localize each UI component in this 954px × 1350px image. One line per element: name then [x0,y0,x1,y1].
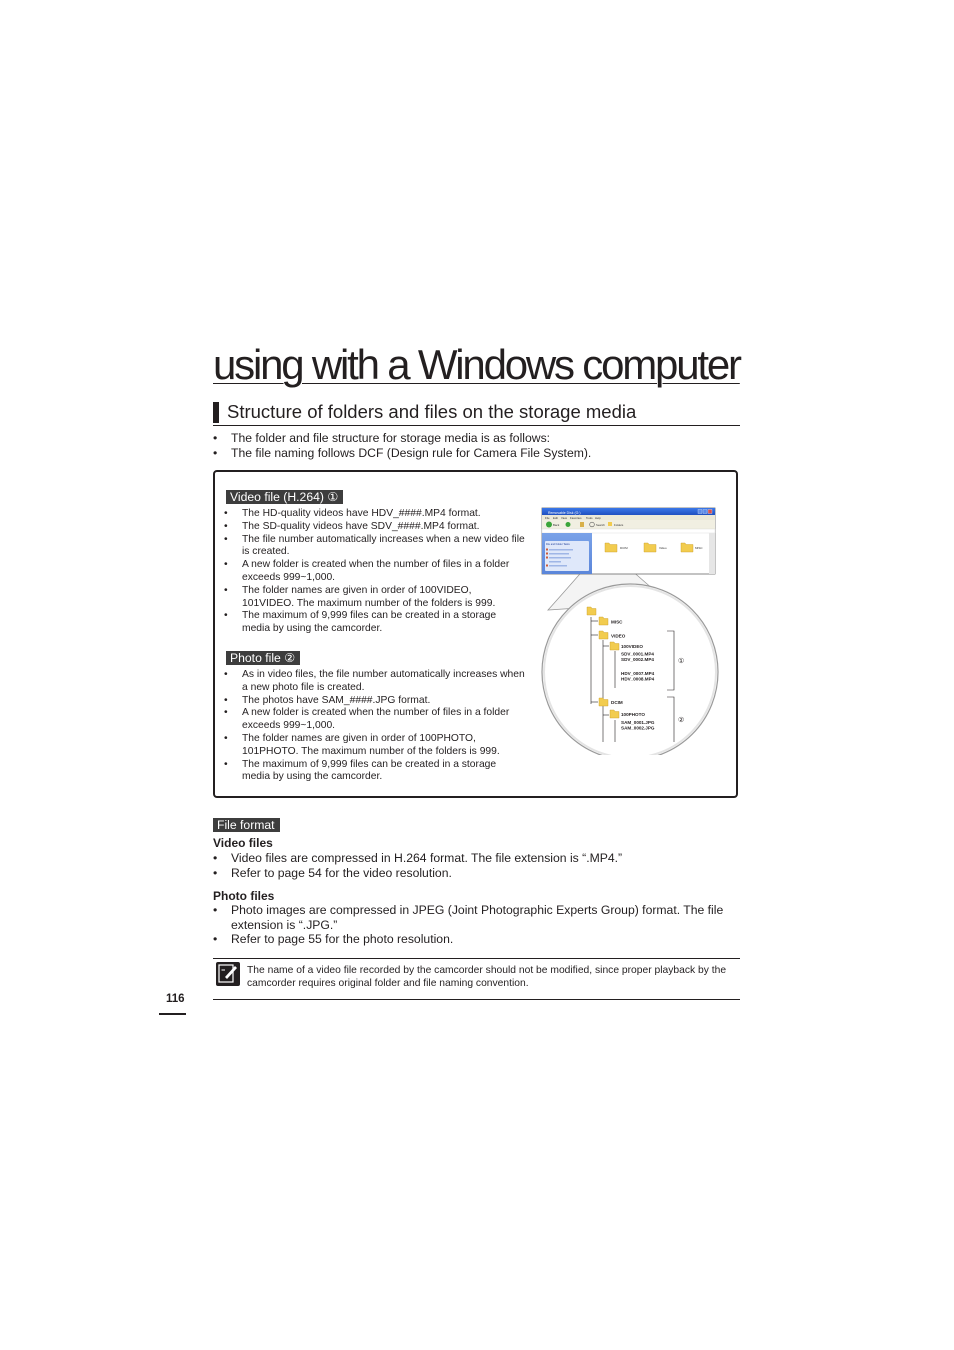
explorer-window [542,508,715,574]
video-file-tag: Video file (H.264) ① [226,490,343,504]
page-number-rule [159,1013,186,1015]
tree-100video: 100VIDEO [621,644,643,649]
page-number: 116 [166,993,185,1005]
section-heading-text: Structure of folders and files on the storage media [227,401,637,422]
close-icon[interactable] [708,510,712,514]
section-heading-bar [213,402,219,423]
tree-100photo: 100PHOTO [621,712,645,717]
tree-file: SDV_0002.MP4 [621,657,654,662]
toolbar-search[interactable]: Search [596,523,605,527]
video-files-heading: Video files [213,836,273,850]
photo-file-item: • The folder names are given in order of 100PHOTO, 101PHOTO. The maximum number of the folders is 999. [224,733,526,759]
folder-icon [644,543,656,552]
folder-misc-label: MISC [695,546,703,550]
photo-files-item: • Photo images are compressed in JPEG (Joint Photographic Experts Group) format. The file extension is “.JPG.” [213,903,740,932]
menu-edit[interactable]: Edit [553,516,558,520]
photo-file-item: • The photos have SAM_####.JPG format. [224,695,526,708]
video-file-item: • The HD-quality videos have HDV_####.MP4 format. [224,508,526,521]
folders-icon[interactable] [608,522,612,526]
photo-file-item: • A new folder is created when the number of files in a folder exceeds 999~1,000. [224,707,526,733]
tree-misc: MISC [611,619,623,625]
photo-file-list [224,669,526,784]
explorer-title: Removable Disk (G:) [548,511,581,515]
folder-icon [681,543,693,552]
note-icon [216,962,240,986]
video-file-tag-wrap [226,488,343,506]
menu-favorites[interactable]: Favorites [570,516,582,520]
video-file-item: • The SD-quality videos have SDV_####.MP4 format. [224,521,526,534]
tree-file: SAM_0001.JPG [621,720,655,725]
photo-files-heading: Photo files [213,889,275,903]
tree-dcim: DCIM [611,700,623,705]
back-icon[interactable] [546,522,552,528]
toolbar-folders[interactable]: Folders [614,523,624,527]
video-files-item: • Video files are compressed in H.264 format. The file extension is “.MP4.” [213,851,740,866]
tree-file: SAM_0002.JPG [621,725,655,731]
menu-file[interactable]: File [545,516,550,520]
video-file-list [224,508,526,636]
photo-files-item: • Refer to page 55 for the photo resolution. [213,932,740,947]
folder-icon [605,543,617,552]
intro-item: • The file naming follows DCF (Design rule for Camera File System). [213,446,753,461]
section-heading [213,400,740,426]
menu-help[interactable]: Help [595,516,601,520]
video-files-item: • Refer to page 54 for the video resolution. [213,866,740,881]
intro-item: • The folder and file structure for storage media is as follows: [213,431,753,446]
folder-video-label: Video [659,546,667,550]
photo-file-item: • As in video files, the file number automatically increases when a new photo file is created. [224,669,526,695]
tree-file: SDV_0001.MP4 [621,651,654,657]
video-file-item: • The folder names are given in order of 100VIDEO, 101VIDEO. The maximum number of the folders is 999. [224,585,526,611]
tree-mark-video: ① [678,658,685,665]
photo-files-list [213,903,740,947]
note-text: The name of a video file recorded by the camcorder should not be modified, since proper playback by the camcorder requires original folder and file naming convention. [247,965,727,989]
menu-tools[interactable]: Tools [586,516,593,520]
folder-structure-figure [540,505,730,755]
photo-file-item: • The maximum of 9,999 files can be created in a storage media by using the camcorder. [224,759,526,785]
task-panel-title: File and Folder Tasks [546,543,570,546]
photo-file-tag: Photo file ② [226,651,300,665]
video-file-item: • The file number automatically increases when a new video file is created. [224,534,526,560]
menu-view[interactable]: View [561,516,568,520]
video-file-item: • A new folder is created when the number of files in a folder exceeds 999~1,000. [224,559,526,585]
file-format-tag: File format [213,818,280,832]
intro-list [213,431,753,460]
folder-dcim-label: DCIM [620,546,628,550]
note-box [213,958,740,1000]
video-file-item: • The maximum of 9,999 files can be created in a storage media by using the camcorder. [224,610,526,636]
chapter-title: using with a Windows computer [213,341,740,388]
toolbar-back[interactable]: Back [553,523,560,527]
tree-file: HDV_0007.MP4 [621,671,655,676]
file-format-tag-wrap [213,816,280,834]
video-files-list [213,851,740,880]
tree-mark-photo: ② [678,717,685,724]
photo-file-tag-wrap [226,649,300,667]
tree-file: HDV_0008.MP4 [621,676,655,682]
tree-video: VIDEO [611,633,626,639]
